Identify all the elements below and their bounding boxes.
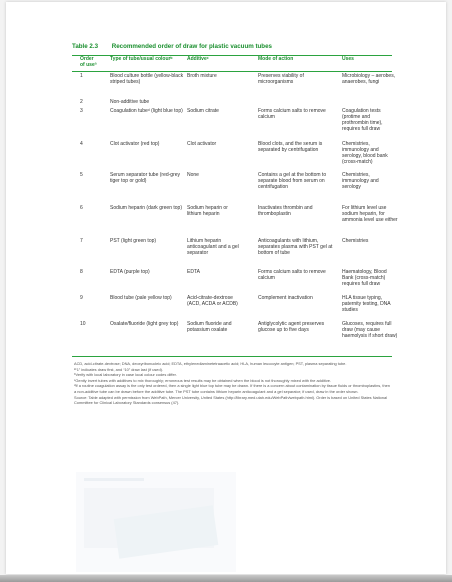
cell-mode: Antiglycolytic agent preserves glucose up to five days: [258, 321, 325, 333]
cell-order: 7: [80, 238, 83, 244]
cell-additive: Sodium fluoride and potassium oxalate: [187, 321, 232, 333]
cell-type: Coagulation tubeᵈ (light blue top): [110, 108, 183, 114]
footnote-a: ª“1” indicates draw first, and “10” draw last (if used).: [74, 366, 164, 372]
cell-additive: Sodium citrate: [187, 108, 219, 114]
cell-order: 5: [80, 172, 83, 178]
cell-additive: Lithium heparin anticoagulant and a gel separator: [187, 238, 239, 256]
cell-mode: Anticoagulants with lithium, separates plasma with PST gel at bottom of tube: [258, 238, 333, 256]
cell-type: EDTA (purple top): [110, 269, 150, 275]
header-type: Type of tube/usual colourᵇ: [110, 56, 173, 62]
cell-additive: Sodium heparin or lithium heparin: [187, 205, 228, 217]
cell-uses: For lithium level use sodium heparin, for ammonia level use either: [342, 205, 398, 223]
cell-order: 2: [80, 99, 83, 105]
cell-additive: Acid-citrate-dextrose (ACD, ACDA or ACDB): [187, 295, 238, 307]
cell-type: Serum separator tube (red-grey tiger top or gold): [110, 172, 181, 184]
cell-uses: Coagulation tests (protime and prothrombin time), requires full draw: [342, 108, 383, 132]
cell-additive: None: [187, 172, 199, 178]
table-number: Table 2.3: [72, 43, 99, 50]
cell-order: 4: [80, 141, 83, 147]
cell-order: 8: [80, 269, 83, 275]
footnote-abbreviations: ACD, acid-citrate-dextrose; DNA, deoxyribonucleic acid; EDTA, ethylenediaminetetraacetic acid; HLA, human leucocyte antigen; PST, plasma separating tube.: [74, 361, 347, 366]
table-title: Recommended order of draw for plastic vacuum tubes: [111, 43, 272, 50]
header-mode: Mode of action: [258, 56, 294, 62]
cell-additive: Clot activator: [187, 141, 217, 147]
cell-type: Sodium heparin (dark green top): [110, 205, 182, 211]
cell-additive: Broth mixture: [187, 73, 217, 79]
cell-order: 6: [80, 205, 83, 211]
cell-mode: Contains a gel at the bottom to separate blood from serum on centrifugation: [258, 172, 327, 190]
cell-uses: Glucoses, requires full draw (may cause haemolysis if short draw): [342, 321, 398, 339]
footnote-source: Source: Table adapted with permission from WebPath, Mercer University, United States (http://library.med.utah.edu/WebPath/webpath.html). Order is based on United States National Committee for Clinical Laboratory Standards consensus (47).: [74, 394, 387, 406]
cell-order: 10: [80, 321, 86, 327]
footnote-c: ᶜGently invert tubes with additives to mix thoroughly; erroneous test results may be obtained when the blood is not thoroughly mixed with the additive.: [74, 377, 332, 383]
cell-order: 1: [80, 73, 83, 79]
cell-uses: Chemistries, immunology and serology, blood bank (cross-match): [342, 141, 388, 165]
cell-type: Oxalate/fluoride (light grey top): [110, 321, 179, 327]
faded-background-image: [76, 472, 236, 572]
footnote-b: ᵇVerify with local laboratory in case local colour codes differ.: [74, 372, 177, 378]
cell-order: 3: [80, 108, 83, 114]
cell-uses: HLA tissue typing, paternity testing, DNA studies: [342, 295, 391, 313]
cell-mode: Preserves viability of microorganisms: [258, 73, 304, 85]
cell-type: Clot activator (red top): [110, 141, 160, 147]
cell-mode: Inactivates thrombin and thromboplastin: [258, 205, 313, 217]
document-page: [6, 2, 446, 574]
table-header-row: [72, 57, 392, 71]
cell-type: PST (light green top): [110, 238, 157, 244]
cell-uses: Microbiology – aerobes, anaerobes, fungi: [342, 73, 396, 85]
header-order: Order of useª: [80, 56, 97, 68]
table-bottom-rule: [72, 356, 392, 357]
cell-type: Blood tube (pale yellow top): [110, 295, 172, 301]
cell-uses: Chemistries, immunology and serology: [342, 172, 379, 190]
cell-mode: Forms calcium salts to remove calcium: [258, 108, 326, 120]
header-additive: Additiveᶜ: [187, 56, 209, 62]
cell-mode: Complement inactivation: [258, 295, 313, 301]
cell-order: 9: [80, 295, 83, 301]
viewer-bottom-bar: [0, 575, 452, 582]
cell-uses: Haematology, Blood Bank (cross-match) requires full draw: [342, 269, 387, 287]
table-header-rule: [72, 71, 392, 72]
cell-mode: Blood clots, and the serum is separated by centrifugation: [258, 141, 323, 153]
table-heading: [72, 43, 392, 50]
cell-additive: EDTA: [187, 269, 200, 275]
cell-uses: Chemistries: [342, 238, 369, 244]
table-footnotes: [74, 361, 390, 406]
cell-mode: Forms calcium salts to remove calcium: [258, 269, 326, 281]
cell-type: Non-additive tube: [110, 99, 150, 105]
footnote-d: ᵈIf a routine coagulation assay is the only test ordered, then a single light blue top tube may be drawn. If there is a concern about contamination by tissue fluids or thromboplastins, then a non-additive tube can be drawn before the additive tube. The PST tube contains lithium heparin anticoagulant and a gel separator; if used, draw in the order shown.: [74, 383, 390, 394]
cell-type: Blood culture bottle (yellow-black striped tubes): [110, 73, 184, 85]
header-uses: Uses: [342, 56, 354, 62]
